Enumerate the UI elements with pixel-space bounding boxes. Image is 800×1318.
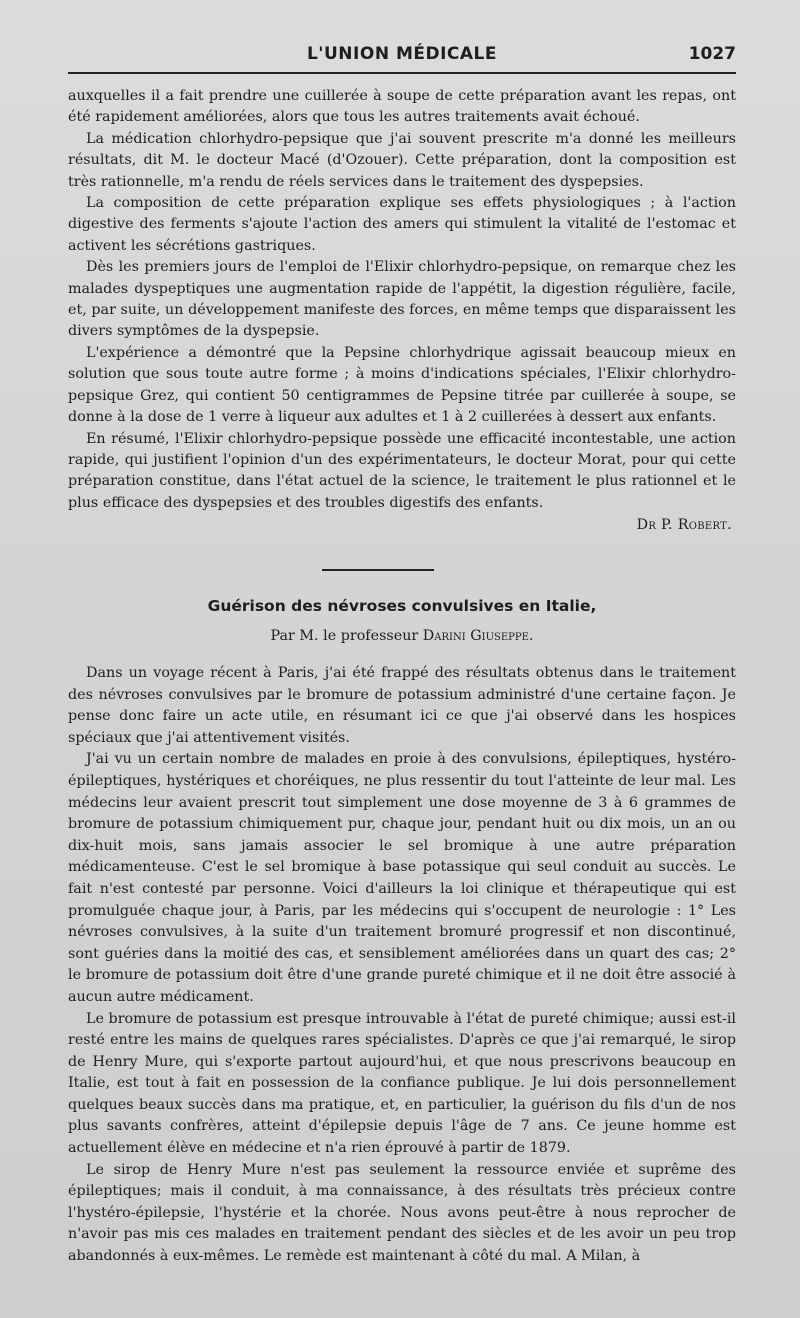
author-signature: Dr P. Robert. [636, 517, 732, 534]
article-title: Guérison des névroses convulsives en Italie, [207, 597, 597, 615]
paragraph: Dans un voyage récent à Paris, j'ai été frappé des résultats obtenus dans le traitement des névroses convulsives par le bromure de potassium administré d'une certaine façon. Je pense donc faire un acte utile, en résumant ici ce que j'ai observé dans les hospices spéciaux que j'ai attentivement visités. [68, 665, 736, 746]
paragraph: Le sirop de Henry Mure n'est pas seulement la ressource enviée et suprême des épileptiques; mais il conduit, à ma connaissance, à des résultats très précieux contre l'hystéro-épilepsie, l'hystérie et la chorée. Nous avons peut-être à nous reprocher de n'avoir pas mis ces malades en traitement pendant des siècles et de les avoir un peu trop abandonnés à eux-mêmes. Le remède est maintenant à côté du mal. A Milan, à [68, 1161, 736, 1265]
paragraph: L'expérience a démontré que la Pepsine chlorhydrique agissait beaucoup mieux en solution que sous toute autre forme ; à moins d'indications spéciales, l'Elixir chlorhydro-pepsique Grez, qui contient 50 centigrammes de Pepsine titrée par cuillerée à soupe, se donne à la dose de 1 verre à liqueur aux adultes et 1 à 2 cuillerées à dessert aux enfants. [68, 344, 736, 426]
paragraph: J'ai vu un certain nombre de malades en proie à des convulsions, épileptiques, hystéro-épileptiques, hystériques et choréiques, ne plus ressentir du tout l'atteinte de leur mal. Les médecins leur avaient prescrit tout simplement une dose moyenne de 3 à 6 grammes de bromure de potassium chimiquement pur, chaque jour, pendant huit ou dix mois, un an ou dix-huit mois, sans jamais associer le sel bromique à une autre préparation médicamenteuse. C'est le sel bromique à base potassique qui seul conduit au succès. Le fait n'est contesté par personne. Voici d'ailleurs la loi clinique et thérapeutique qui est promulguée chaque jour, à Paris, par les médecins qui s'occupent de neurologie : 1° Les névroses convulsives, à la suite d'un traitement bromuré progressif et non discontinué, sont guéries dans la moitié des cas, et sensiblement améliorées dans un quart des cas; 2° le bromure de potassium doit être d'une grande pureté chimique et il ne doit être associé à aucun autre médicament. [68, 751, 736, 1005]
section-continuation [68, 86, 736, 537]
paragraph: auxquelles il a fait prendre une cuillerée à soupe de cette préparation avant les repas, ont été rapidement améliorées, alors que tous les autres traitements avait échoué. [68, 88, 736, 126]
page-header [68, 44, 736, 74]
paragraph: La médication chlorhydro-pepsique que j'ai souvent prescrite m'a donné les meilleurs résultats, dit M. le docteur Macé (d'Ozouer). Cette préparation, dont la composition est très rationnelle, m'a rendu de réels services dans le traitement des dyspepsies. [68, 130, 736, 190]
article-body [68, 663, 736, 1268]
paragraph: Le bromure de potassium est presque introuvable à l'état de pureté chimique; aussi est-il resté entre les mains de quelques rares spécialistes. D'après ce que j'ai remarqué, le sirop de Henry Mure, qui s'exporte partout aujourd'hui, et que nous prescrivons beaucoup en Italie, est tout à fait en possession de la confiance publique. Je lui dois personnellement quelques beaux succès dans ma pratique, et, en particulier, la guérison du fils d'un de nos plus savants confrères, atteint d'épilepsie depuis l'âge de 7 ans. Ce jeune homme est actuellement élève en médecine et n'a rien éprouvé à partir de 1879. [68, 1010, 736, 1157]
page-number: 1027 [688, 44, 736, 64]
byline-author-name: Darini Giuseppe. [422, 628, 534, 644]
article-byline [68, 628, 736, 644]
byline-prefix: Par M. le professeur [270, 628, 419, 644]
running-title: L'UNION MÉDICALE [306, 44, 498, 64]
paragraph: En résumé, l'Elixir chlorhydro-pepsique possède une efficacité incontestable, une action rapide, qui justifient l'opinion d'un des expérimentateurs, le docteur Morat, pour qui cette préparation constitue, dans l'état actuel de la science, le traitement le plus rationnel et le plus efficace des dyspepsies et des troubles digestifs des enfants. [68, 430, 736, 511]
section-divider [322, 569, 434, 571]
header-rule [68, 72, 736, 74]
paragraph: Dès les premiers jours de l'emploi de l'Elixir chlorhydro-pepsique, on remarque chez les malades dyspeptiques une augmentation rapide de l'appétit, la digestion régulière, facile, et, par suite, un développement manifeste des forces, en même temps que disparaissent les divers symptômes de la dyspepsie. [68, 259, 736, 340]
paragraph: La composition de cette préparation explique ses effets physiologiques ; à l'action digestive des ferments s'ajoute l'action des amers qui stimulent la vitalité de l'estomac et activent les sécrétions gastriques. [68, 195, 736, 254]
